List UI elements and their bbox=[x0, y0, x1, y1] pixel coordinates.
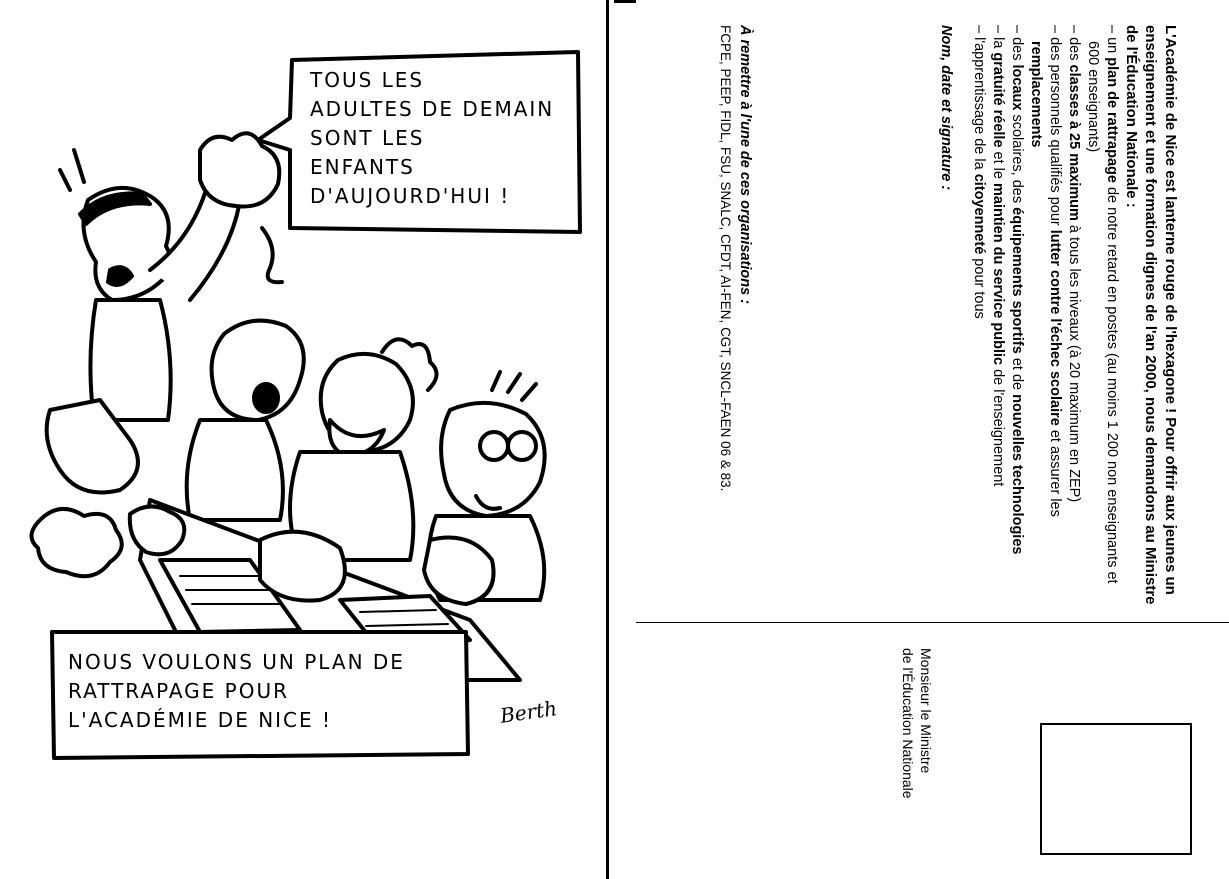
artist-signature: Berth bbox=[498, 696, 559, 728]
demand-text: – des personnels qualifiés pour bbox=[1047, 25, 1064, 230]
demand-text: nouvelles technologies bbox=[1009, 394, 1026, 555]
demand-text: équipements sportifs bbox=[1009, 207, 1026, 354]
return-label: À remettre à l'une de ces organisations : bbox=[737, 25, 754, 305]
demand-item bbox=[1084, 25, 1122, 605]
demand-text: scolaires, des bbox=[1009, 110, 1026, 208]
demand-text: maintien du service public bbox=[990, 182, 1007, 366]
demands-text-block bbox=[717, 25, 1181, 605]
demand-text: lutter contre l'échec scolaire bbox=[1047, 229, 1064, 426]
address-line-2: de l'Éducation Nationale bbox=[900, 648, 916, 799]
demand-text: à tous les niveaux (à 20 maximum en ZEP) bbox=[1066, 220, 1083, 503]
demand-text: – des bbox=[1066, 25, 1083, 65]
demand-text: remplacements bbox=[1028, 41, 1045, 148]
demand-item bbox=[1027, 25, 1065, 605]
demand-text: pour tous bbox=[971, 254, 988, 319]
dust-cloud bbox=[31, 509, 121, 576]
demand-item bbox=[1065, 25, 1084, 605]
demand-text: citoyenneté bbox=[971, 173, 988, 255]
demand-text: classes à 25 maximum bbox=[1066, 64, 1083, 221]
demand-item bbox=[1008, 25, 1027, 605]
signature-label: Nom, date et signature : bbox=[938, 25, 955, 191]
demand-item bbox=[970, 25, 989, 605]
panel-divider bbox=[606, 0, 609, 879]
organisations-list: FCPE, PEEP, FIDL, FSU, SNALC, CFDT, AI-FEN, CGT, SNCL-FAEN 06 & 83. bbox=[718, 25, 734, 492]
cartoon-panel bbox=[0, 0, 610, 879]
demand-text: – un bbox=[1104, 25, 1121, 58]
intro-paragraph: L'Académie de Nice est lanterne rouge de l'hexagone ! Pour offrir aux jeunes un enseignement et une formation dignes de l'an 2000, nous demandons au Ministre de l'Éducation Nationale : bbox=[1123, 25, 1179, 605]
demand-text: – l'apprentissage de la bbox=[971, 25, 988, 174]
speech-bubble-text: TOUS LES ADULTES DE DEMAIN SONT LES ENFANTS D'AUJOURD'HUI ! bbox=[310, 68, 555, 208]
demand-text: et le bbox=[990, 147, 1007, 183]
demand-item bbox=[989, 25, 1008, 605]
demand-text: et de bbox=[1009, 353, 1026, 395]
stamp-box bbox=[1040, 723, 1192, 855]
recipient-address bbox=[899, 648, 935, 858]
demand-text: de notre retard en postes (au moins 1 200 non enseignants et 600 enseignants) bbox=[1085, 41, 1121, 584]
demand-text: – des bbox=[1009, 25, 1026, 65]
demand-text: plan de rattrapage bbox=[1104, 57, 1121, 183]
address-line-1: Monsieur le Ministre bbox=[918, 648, 934, 774]
demand-text: et assurer les bbox=[1047, 425, 1064, 517]
demand-text: de l'enseignement bbox=[990, 365, 1007, 487]
demand-text: gratuité réelle bbox=[990, 52, 1007, 148]
hand-left bbox=[260, 532, 345, 601]
demands-list bbox=[970, 25, 1122, 605]
banner-text: NOUS VOULONS UN PLAN DE RATTRAPAGE POUR L'ACADÉMIE DE NICE ! bbox=[68, 650, 405, 732]
cut-line bbox=[636, 622, 1229, 623]
demand-text: locaux bbox=[1009, 64, 1026, 111]
demand-text: – la bbox=[990, 25, 1007, 53]
child1-body bbox=[187, 420, 283, 520]
